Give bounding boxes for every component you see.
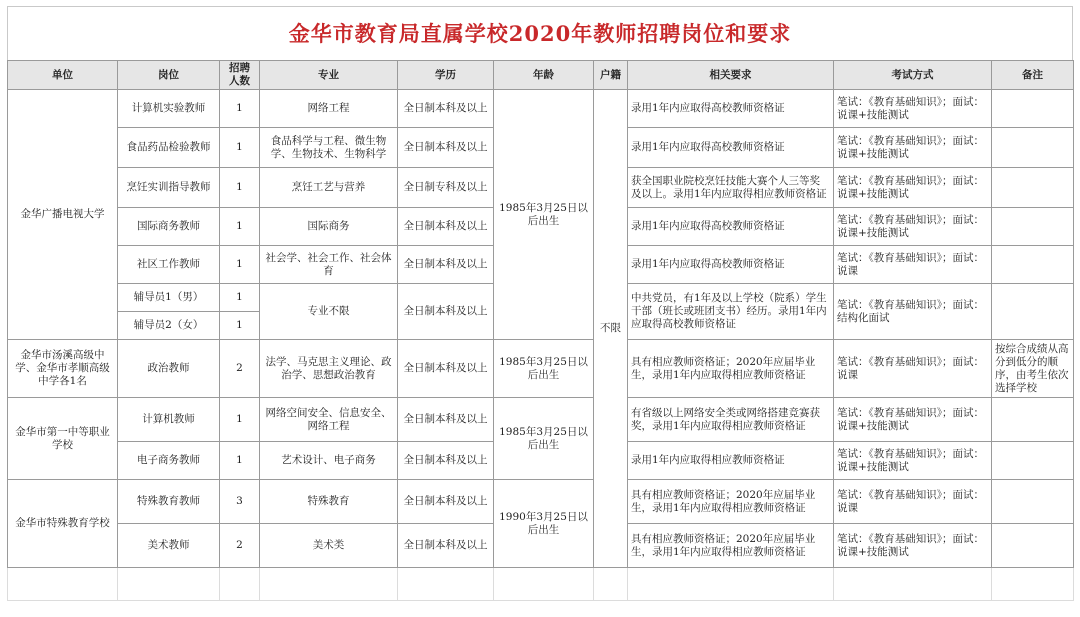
major-cell: 专业不限 [260,284,398,340]
note-cell [992,442,1074,480]
page-title: 金华市教育局直属学校2020年教师招聘岗位和要求 [7,6,1073,60]
major-cell: 网络工程 [260,90,398,128]
edu-cell: 全日制本科及以上 [398,284,494,340]
exam-cell: 笔试：《教育基础知识》；面试：结构化面试 [834,284,992,340]
exam-cell: 笔试：《教育基础知识》；面试：说课+技能测试 [834,128,992,168]
note-cell [992,208,1074,246]
col-header-req: 相关要求 [628,61,834,90]
col-header-major: 专业 [260,61,398,90]
exam-cell: 笔试：《教育基础知识》；面试：说课+技能测试 [834,398,992,442]
post-cell: 特殊教育教师 [118,480,220,524]
major-cell: 烹饪工艺与营养 [260,168,398,208]
req-cell: 获全国职业院校烹饪技能大赛个人三等奖及以上。录用1年内应取得相应教师资格证 [628,168,834,208]
note-cell [992,128,1074,168]
table-row [8,480,1074,524]
col-header-note: 备注 [992,61,1074,90]
major-cell: 网络空间安全、信息安全、网络工程 [260,398,398,442]
req-cell: 录用1年内应取得高校教师资格证 [628,208,834,246]
note-cell [992,246,1074,284]
req-cell: 录用1年内应取得高校教师资格证 [628,246,834,284]
note-cell [992,480,1074,524]
num-cell: 1 [220,246,260,284]
exam-cell: 笔试：《教育基础知识》；面试：说课 [834,246,992,284]
req-cell: 录用1年内应取得高校教师资格证 [628,128,834,168]
col-header-hukou: 户籍 [594,61,628,90]
col-header-num: 招聘人数 [220,61,260,90]
post-cell: 政治教师 [118,340,220,398]
num-cell: 1 [220,168,260,208]
unit-cell: 金华市第一中等职业学校 [8,398,118,480]
post-cell: 食品药品检验教师 [118,128,220,168]
note-cell [992,524,1074,568]
req-cell: 具有相应教师资格证；2020年应届毕业生，录用1年内应取得相应教师资格证 [628,340,834,398]
table-row [8,398,1074,442]
post-cell: 国际商务教师 [118,208,220,246]
edu-cell: 全日制本科及以上 [398,442,494,480]
edu-cell: 全日制本科及以上 [398,208,494,246]
post-cell: 电子商务教师 [118,442,220,480]
req-cell: 有省级以上网络安全类或网络搭建竞赛获奖，录用1年内应取得相应教师资格证 [628,398,834,442]
exam-cell: 笔试：《教育基础知识》；面试：说课+技能测试 [834,208,992,246]
post-cell: 辅导员2（女） [118,312,220,340]
num-cell: 1 [220,128,260,168]
unit-cell: 金华广播电视大学 [8,90,118,340]
edu-cell: 全日制本科及以上 [398,524,494,568]
col-header-post: 岗位 [118,61,220,90]
major-cell: 特殊教育 [260,480,398,524]
req-cell: 中共党员，有1年及以上学校（院系）学生干部（班长或班团支书）经历。录用1年内应取得高校教师资格证 [628,284,834,340]
exam-cell: 笔试：《教育基础知识》；面试：说课+技能测试 [834,90,992,128]
edu-cell: 全日制本科及以上 [398,340,494,398]
exam-cell: 笔试：《教育基础知识》；面试：说课+技能测试 [834,168,992,208]
col-header-unit: 单位 [8,61,118,90]
age-cell: 1985年3月25日以后出生 [494,90,594,340]
num-cell: 1 [220,442,260,480]
req-cell: 录用1年内应取得高校教师资格证 [628,90,834,128]
header-row [8,61,1074,90]
major-cell: 社会学、社会工作、社会体育 [260,246,398,284]
major-cell: 艺术设计、电子商务 [260,442,398,480]
req-cell: 录用1年内应取得相应教师资格证 [628,442,834,480]
num-cell: 3 [220,480,260,524]
empty-row [8,568,1074,601]
req-cell: 具有相应教师资格证；2020年应届毕业生，录用1年内应取得相应教师资格证 [628,524,834,568]
age-cell: 1985年3月25日以后出生 [494,340,594,398]
num-cell: 2 [220,524,260,568]
table-row [8,90,1074,128]
col-header-edu: 学历 [398,61,494,90]
exam-cell: 笔试：《教育基础知识》；面试：说课+技能测试 [834,442,992,480]
exam-cell: 笔试：《教育基础知识》；面试：说课 [834,480,992,524]
note-cell [992,284,1074,340]
note-cell [992,398,1074,442]
post-cell: 社区工作教师 [118,246,220,284]
note-cell: 按综合成绩从高分到低分的顺序，由考生依次选择学校 [992,340,1074,398]
post-cell: 烹饪实训指导教师 [118,168,220,208]
note-cell [992,90,1074,128]
edu-cell: 全日制本科及以上 [398,480,494,524]
hukou-cell: 不限 [594,90,628,568]
num-cell: 2 [220,340,260,398]
post-cell: 辅导员1（男） [118,284,220,312]
edu-cell: 全日制专科及以上 [398,168,494,208]
edu-cell: 全日制本科及以上 [398,398,494,442]
post-cell: 计算机教师 [118,398,220,442]
num-cell: 1 [220,90,260,128]
num-cell: 1 [220,398,260,442]
num-cell: 1 [220,208,260,246]
recruitment-sheet [7,6,1073,610]
edu-cell: 全日制本科及以上 [398,128,494,168]
major-cell: 法学、马克思主义理论、政治学、思想政治教育 [260,340,398,398]
major-cell: 国际商务 [260,208,398,246]
recruitment-table [7,60,1074,601]
exam-cell: 笔试：《教育基础知识》；面试：说课 [834,340,992,398]
num-cell: 1 [220,312,260,340]
table-row [8,340,1074,398]
col-header-age: 年龄 [494,61,594,90]
age-cell: 1985年3月25日以后出生 [494,398,594,480]
num-cell: 1 [220,284,260,312]
post-cell: 美术教师 [118,524,220,568]
exam-cell: 笔试：《教育基础知识》；面试：说课+技能测试 [834,524,992,568]
major-cell: 食品科学与工程、微生物学、生物技术、生物科学 [260,128,398,168]
req-cell: 具有相应教师资格证；2020年应届毕业生，录用1年内应取得相应教师资格证 [628,480,834,524]
edu-cell: 全日制本科及以上 [398,90,494,128]
unit-cell: 金华市特殊教育学校 [8,480,118,568]
post-cell: 计算机实验教师 [118,90,220,128]
note-cell [992,168,1074,208]
edu-cell: 全日制本科及以上 [398,246,494,284]
unit-cell: 金华市汤溪高级中学、金华市孝顺高级中学各1名 [8,340,118,398]
major-cell: 美术类 [260,524,398,568]
age-cell: 1990年3月25日以后出生 [494,480,594,568]
col-header-exam: 考试方式 [834,61,992,90]
